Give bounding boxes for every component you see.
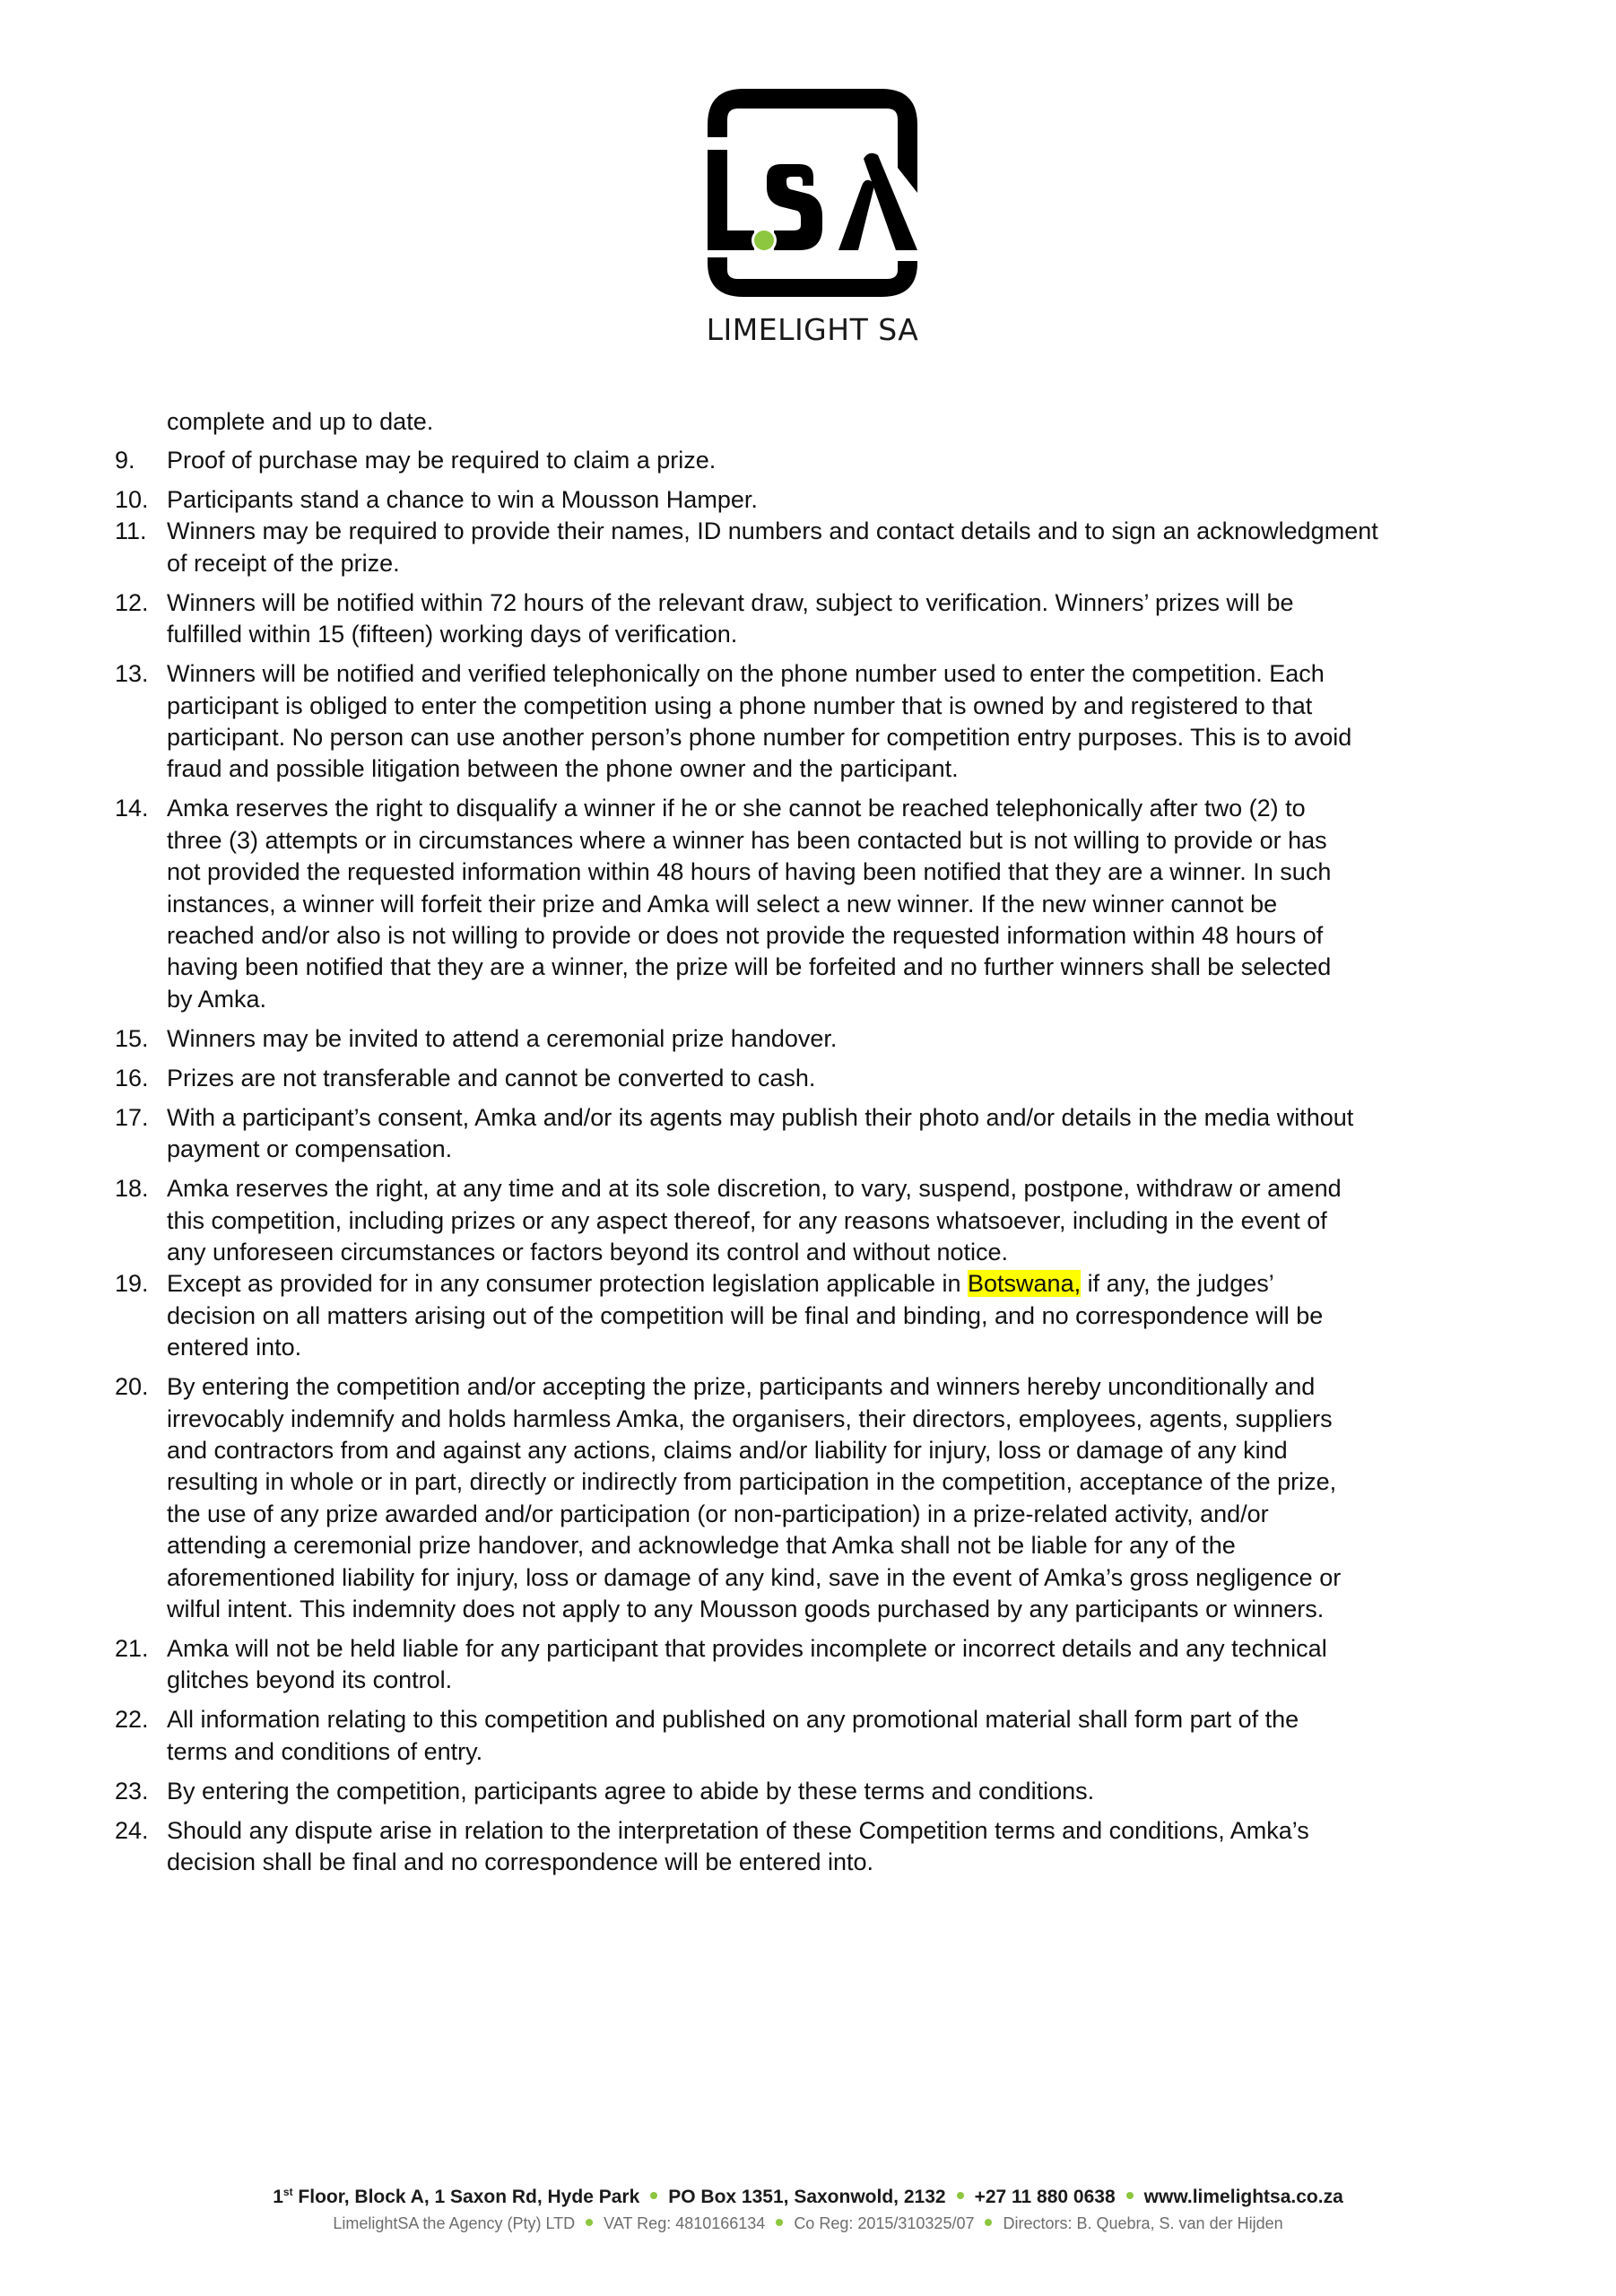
list-item-line: terms and conditions of entry. [167, 1737, 483, 1765]
list-item-line: Amka will not be held liable for any participant that provides incomplete or incorrect details and any technical [167, 1635, 1327, 1662]
list-item-line: not provided the requested information within 48 hours of having been notified that they are a winner. In such [167, 858, 1332, 886]
list-item-line: glitches beyond its control. [167, 1666, 453, 1694]
list-item-line: reached and/or also is not willing to provide or does not provide the requested information within 48 hours of [167, 922, 1324, 949]
list-item-line: wilful intent. This indemnity does not apply to any Mousson goods purchased by any participants or winners. [167, 1596, 1325, 1622]
green-dot [754, 230, 774, 250]
list-item-text: if any, the judges’ [1081, 1270, 1274, 1298]
list-item-number: 24. [115, 1816, 149, 1844]
list-item-number: 12. [115, 588, 149, 616]
list-item-line: Winners may be invited to attend a ceremonial prize handover. [167, 1024, 838, 1052]
list-item-line: Amka reserves the right to disqualify a winner if he or she cannot be reached telephonically after two (2) to [167, 795, 1306, 822]
list-item-line [167, 1268, 1274, 1299]
list-item-line: the use of any prize awarded and/or participation (or non-participation) in a prize-related activity, and/or [167, 1500, 1269, 1527]
highlighted-text: Botswana, [968, 1270, 1082, 1298]
list-item-line: participant is obliged to enter the competition using a phone number that is owned by and registered to that [167, 691, 1313, 719]
footer-phone[interactable]: +27 11 880 0638 [974, 2187, 1116, 2207]
list-item-line: Winners will be notified and verified telephonically on the phone number used to enter the competition. Each [167, 660, 1325, 688]
list-item-line: participant. No person can use another person’s phone number for competition entry purposes. This is to avoid [167, 724, 1352, 751]
list-item-line: With a participant’s consent, Amka and/or its agents may publish their photo and/or details in the media without [167, 1103, 1354, 1131]
footer-vat-reg: VAT Reg: 4810166134 [604, 2214, 766, 2232]
bullet-dot-icon [586, 2219, 593, 2226]
list-item-number: 17. [115, 1103, 149, 1131]
list-item-line: Winners will be notified within 72 hours of the relevant draw, subject to verification. Winners’ prizes will be [167, 588, 1294, 616]
footer-co-reg: Co Reg: 2015/310325/07 [794, 2214, 975, 2232]
footer-address: Floor, Block A, 1 Saxon Rd, Hyde Park [292, 2187, 640, 2207]
list-item-line: payment or compensation. [167, 1135, 453, 1163]
list-item-number: 18. [115, 1175, 149, 1203]
footer-floor-number: 1 [273, 2187, 283, 2207]
list-item-line: having been notified that they are a winner, the prize will be forfeited and no further winners shall be selected [167, 953, 1332, 981]
list-item-number: 10. [115, 486, 149, 513]
list-item-number: 13. [115, 660, 149, 688]
bullet-dot-icon [957, 2192, 964, 2199]
list-item-text: Except as provided for in any consumer protection legislation applicable in [167, 1270, 969, 1298]
list-item-number: 19. [115, 1270, 149, 1298]
list-item-number: 9. [115, 447, 135, 474]
list-item-line: instances, a winner will forfeit their prize and Amka will select a new winner. If the new winner cannot be [167, 890, 1278, 918]
lsa-logo-mark-icon [704, 85, 921, 300]
list-item-number: 23. [115, 1777, 149, 1805]
footer-floor-superscript: st [282, 2186, 293, 2198]
limelight-logo [704, 85, 921, 345]
list-item-number: 21. [115, 1635, 149, 1662]
bullet-dot-icon [776, 2219, 783, 2226]
list-item-line: fraud and possible litigation between the phone owner and the participant. [167, 755, 959, 783]
list-item-line: By entering the competition, participants agree to abide by these terms and conditions. [167, 1777, 1095, 1805]
list-item-line: of receipt of the prize. [167, 549, 400, 577]
list-item-number: 16. [115, 1064, 149, 1091]
footer-company-name: LimelightSA the Agency (Pty) LTD [333, 2214, 576, 2232]
list-item-number: 15. [115, 1024, 149, 1052]
continued-line: complete and up to date. [167, 408, 434, 435]
footer-po-box: PO Box 1351, Saxonwold, 2132 [668, 2187, 946, 2207]
list-item-line: Prizes are not transferable and cannot be converted to cash. [167, 1064, 816, 1091]
bullet-dot-icon [650, 2192, 657, 2199]
list-item-line: resulting in whole or in part, directly or indirectly from participation in the competition, acceptance of the prize, [167, 1468, 1337, 1496]
list-item-line: Participants stand a chance to win a Mousson Hamper. [167, 486, 758, 513]
list-item-line: attending a ceremonial prize handover, and acknowledge that Amka shall not be liable for any of the [167, 1532, 1236, 1560]
footer-company-line [0, 2213, 1616, 2234]
list-item-line: and contractors from and against any actions, claims and/or liability for injury, loss or damage of any kind [167, 1437, 1288, 1464]
list-item-line: fulfilled within 15 (fifteen) working days of verification. [167, 621, 738, 648]
logo-wordmark: LIMELIGHT SA [706, 312, 919, 347]
list-item-line: three (3) attempts or in circumstances where a winner has been contacted but is not willing to provide or has [167, 826, 1327, 854]
bullet-dot-icon [1126, 2192, 1134, 2199]
list-item-number: 20. [115, 1373, 149, 1401]
list-item-line: by Amka. [167, 985, 267, 1013]
footer-address-line [0, 2185, 1616, 2210]
footer-website-link[interactable]: www.limelightsa.co.za [1143, 2187, 1343, 2207]
list-item-number: 14. [115, 795, 149, 822]
bullet-dot-icon [985, 2219, 992, 2226]
list-item-line: irrevocably indemnify and holds harmless Amka, the organisers, their directors, employees, agents, suppliers [167, 1405, 1333, 1432]
list-item-line: decision on all matters arising out of the competition will be final and binding, and no correspondence will be [167, 1301, 1324, 1329]
list-item-line: decision shall be final and no correspondence will be entered into. [167, 1848, 874, 1876]
list-item-line: aforementioned liability for injury, loss or damage of any kind, save in the event of Amka’s gross negligence or [167, 1563, 1342, 1591]
list-item-line: this competition, including prizes or any aspect thereof, for any reasons whatsoever, including in the event of [167, 1206, 1327, 1234]
list-item-number: 22. [115, 1706, 149, 1734]
list-item-line: All information relating to this competition and published on any promotional material shall form part of the [167, 1706, 1299, 1734]
list-item-number: 11. [115, 517, 147, 545]
footer-directors: Directors: B. Quebra, S. van der Hijden [1003, 2214, 1283, 2232]
list-item-line: Proof of purchase may be required to claim a prize. [167, 447, 717, 474]
list-item-line: any unforeseen circumstances or factors beyond its control and without notice. [167, 1239, 1008, 1265]
list-item-line: By entering the competition and/or accepting the prize, participants and winners hereby unconditionally and [167, 1373, 1316, 1401]
list-item-line: Winners may be required to provide their names, ID numbers and contact details and to sign an acknowledgment [167, 517, 1378, 545]
list-item-line: entered into. [167, 1334, 302, 1361]
list-item-line: Should any dispute arise in relation to the interpretation of these Competition terms and conditions, Amka’s [167, 1816, 1309, 1844]
list-item-line: Amka reserves the right, at any time and at its sole discretion, to vary, suspend, postpone, withdraw or amend [167, 1175, 1342, 1203]
